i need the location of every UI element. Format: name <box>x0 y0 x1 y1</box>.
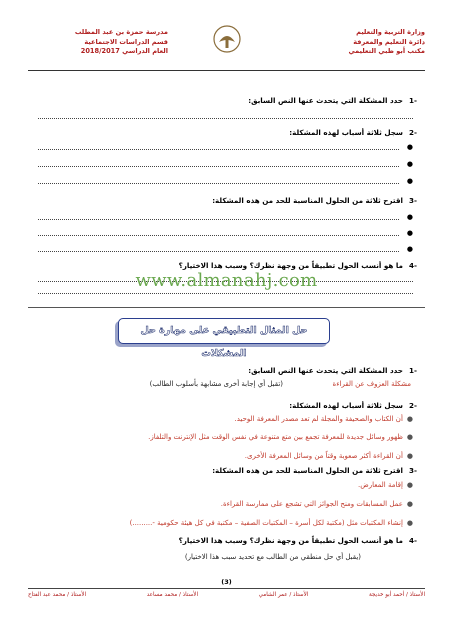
answer-3-item: ●إقامة المعارض. <box>358 481 413 489</box>
answer-2-item: ●أن الكتاب والصحيفة والمجلة لم تعد مصدر المعرفة الوحيد. <box>234 415 413 423</box>
bullet-icon: ● <box>406 433 413 441</box>
bullet-icon: ● <box>406 519 413 527</box>
bullet-icon: ● <box>406 452 413 460</box>
bullet-icon: ● <box>406 415 413 423</box>
answer-2-item: ●ظهور وسائل جديدة للمعرفة تجمع بين متع متنوعة في نفس الوقت مثل الإنترنت والتلفاز. <box>148 433 413 441</box>
answer-line <box>38 149 399 150</box>
academic-year: العام الدراسي 2018/2017 <box>80 47 168 55</box>
school-name: مدرسة حمزة بن عبد المطلب <box>74 28 168 36</box>
answer-1-note: (تقبل أي إجابة أخرى مشابهة بأسلوب الطالب) <box>149 380 283 388</box>
question-2: -2سجل ثلاثة أسباب لهذه المشكلة: <box>289 128 417 137</box>
bullet-icon: ● <box>406 229 413 237</box>
question-3: -3اقترح ثلاثة من الحلول المناسبة للحد من هذه المشكلة: <box>212 196 417 205</box>
answer-4: (يقبل أي حل منطقي من الطالب مع تحديد سبب هذا الاختيار) <box>184 553 361 561</box>
bullet-icon: ● <box>406 245 413 253</box>
bullet-icon: ● <box>406 177 413 185</box>
bullet-icon: ● <box>406 500 413 508</box>
ministry-name: وزارة التربية والتعليم <box>356 28 425 36</box>
question-1: -1حدد المشكلة التي يتحدث عنها النص السابق: <box>248 96 417 105</box>
teacher-name: الأستاذ / محمد مساعد <box>146 592 198 598</box>
teachers-footer <box>28 592 425 598</box>
bullet-icon: ● <box>406 160 413 168</box>
solution-question-1: -1حدد المشكلة التي يتحدث عنها النص السابق: <box>248 366 417 375</box>
emblem-logo <box>210 22 244 56</box>
bullet-icon: ● <box>406 143 413 151</box>
footer-divider <box>28 588 425 589</box>
school-header <box>28 28 168 57</box>
watermark-url: www.almanahj.com <box>135 270 318 291</box>
office-name: مكتب أبو ظبي التعليمي <box>348 47 425 55</box>
teacher-name: الأستاذ / محمد عبد الفتاح <box>28 592 87 598</box>
answer-line <box>38 183 399 184</box>
solution-question-2: -2سجل ثلاثة أسباب لهذه المشكلة: <box>289 401 417 410</box>
teacher-name: الأستاذ / عمر الشامي <box>258 592 309 598</box>
ministry-header <box>295 28 425 57</box>
bullet-icon: ● <box>406 213 413 221</box>
answer-3-item: ●عمل المسابقات ومنح الجوائز التي تشجع على ممارسة القراءة. <box>220 500 413 508</box>
solution-question-3: -3اقترح ثلاثة من الحلول المناسبة للحد من هذه المشكلة: <box>212 466 417 475</box>
department-name: دائرة التعليم والمعرفة <box>353 37 425 46</box>
teacher-name: الأستاذ / أحمد أبو خديجة <box>368 592 425 598</box>
answer-line <box>38 251 399 252</box>
department-label: قسم الدراسات الاجتماعية <box>84 37 168 46</box>
page-number: (3) <box>221 578 232 586</box>
bullet-icon: ● <box>406 481 413 489</box>
answer-2-item: ●أن القراءة أكثر صعوبة وقتاً من وسائل المعرفة الأخرى. <box>244 452 413 460</box>
answer-1: مشكلة العزوف عن القراءة <box>332 380 411 388</box>
answer-3-item: ●إنشاء المكتبات مثل (مكتبة لكل أسرة – المكتبات الصفية – مكتبة في كل هيئة حكومية -.........) <box>129 519 413 527</box>
section-divider <box>28 307 425 308</box>
question-4: -4ما هو أنسب الحول تطبيقاً من وجهة نظرك؟ وسبب هذا الاختيار؟ <box>178 261 417 270</box>
answer-line <box>38 235 399 236</box>
answer-line <box>38 293 413 294</box>
header-divider <box>28 70 425 71</box>
answer-line <box>38 166 399 167</box>
answer-line <box>38 118 413 119</box>
solution-question-4: -4ما هو أنسب الحول تطبيقاً من وجهة نظرك؟ وسبب هذا الاختيار؟ <box>178 536 417 545</box>
solution-banner: حل المثال التطبيقي على مهارة حل المشكلات <box>118 318 330 344</box>
answer-line <box>38 219 399 220</box>
